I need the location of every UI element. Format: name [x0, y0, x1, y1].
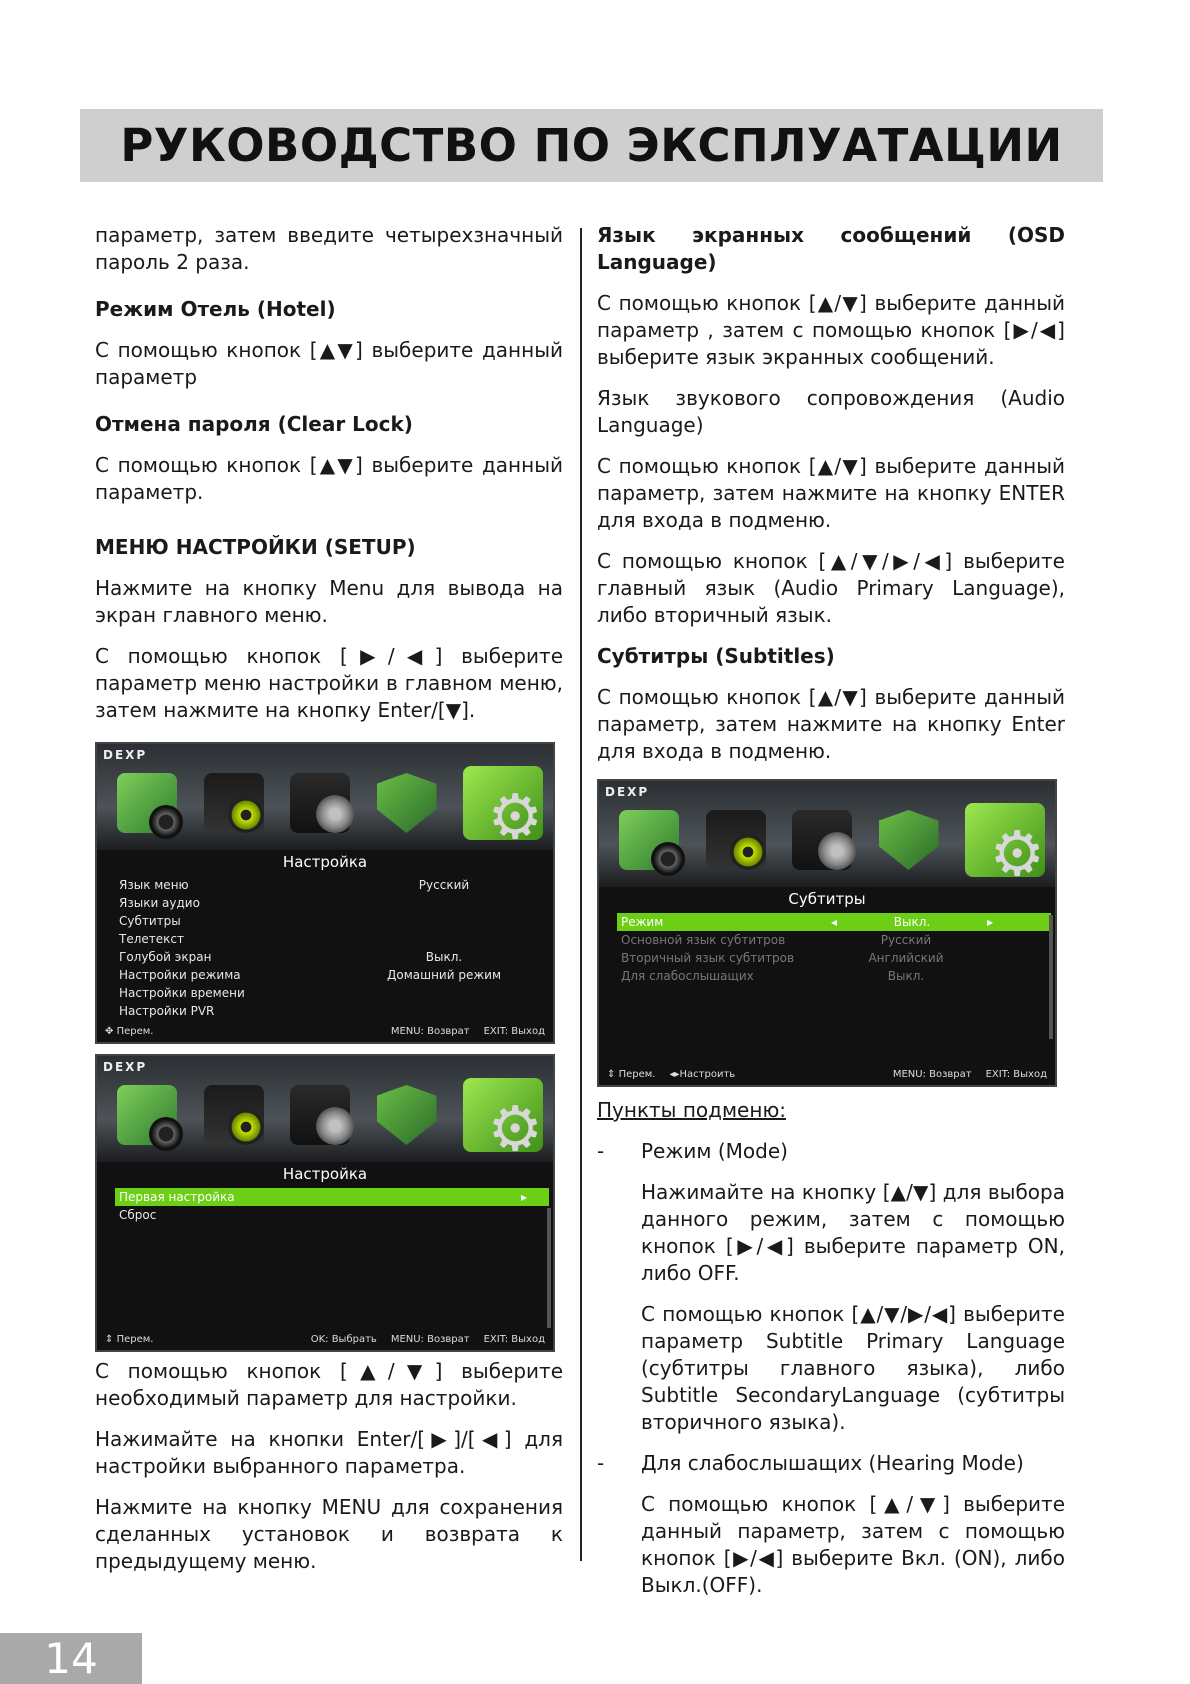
list-item: [597, 1138, 1065, 1165]
music-icon: [204, 773, 264, 833]
paragraph: С помощью кнопок [▲/▼] выберите данный параметр , затем с помощью кнопок [▶/◀] выберите язык экранных сообщений.: [597, 291, 1065, 369]
tv-screen-setup-menu: [95, 742, 555, 1044]
menu-row[interactable]: [97, 966, 553, 984]
menu-row-label: Сброс: [119, 1208, 157, 1222]
menu-row[interactable]: [599, 967, 1055, 985]
menu-row-value: Русский: [880, 933, 932, 947]
menu-row[interactable]: [97, 984, 553, 1002]
section-heading-osd: Язык экранных сообщений (OSD Language): [597, 223, 1065, 274]
movie-icon: [290, 1085, 350, 1145]
paragraph: Нажимайте на кнопки Enter/[▶]/[◀] для настройки выбранного параметра.: [95, 1427, 563, 1478]
menu-title: Настройка: [97, 1162, 553, 1186]
brand-logo: DEXP: [103, 748, 148, 762]
paragraph: С помощью кнопок [▲/▼] выберите данный параметр, затем нажмите на кнопку ENTER для входа в подменю.: [597, 454, 1065, 532]
menu-row-label: Первая настройка: [119, 1190, 235, 1204]
menu-footer: [97, 1328, 553, 1350]
menu-list: [97, 874, 553, 1020]
menu-row-label: Для слабослышащих: [621, 969, 754, 983]
paragraph: параметр, затем введите четырехзначный пароль 2 раза.: [95, 223, 563, 274]
menu-row-value: Домашний режим: [386, 968, 502, 982]
menu-row-label: Вторичный язык субтитров: [621, 951, 795, 965]
menu-row-label: Настройки режима: [119, 968, 241, 982]
menu-row-label: Основной язык субтитров: [621, 933, 786, 947]
menu-row-label: Языки аудио: [119, 896, 200, 910]
menu-row[interactable]: [599, 949, 1055, 967]
photo-icon: [619, 810, 679, 870]
list-item-label: Режим (Mode): [641, 1139, 788, 1163]
photo-icon: [117, 773, 177, 833]
menu-row-label: Язык меню: [119, 878, 189, 892]
exit-hint: EXIT: Выход: [985, 1068, 1047, 1080]
section-heading-clear-lock: Отмена пароля (Clear Lock): [95, 412, 413, 436]
move-hint: ⇕ Перем.: [607, 1068, 656, 1080]
menu-row[interactable]: [97, 948, 553, 966]
menu-title: Субтитры: [599, 887, 1055, 911]
menu-footer: [97, 1020, 553, 1042]
move-hint: ⇕ Перем.: [105, 1333, 154, 1345]
music-icon: [204, 1085, 264, 1145]
menu-icon-bar: [97, 1056, 553, 1162]
gear-icon: [463, 1078, 543, 1152]
paragraph: С помощью кнопок [▶/◀] выберите параметр меню настройки в главном меню, затем нажмите на кнопку Enter/[▼].: [95, 644, 563, 722]
list-dash: -: [597, 1139, 605, 1163]
paragraph: Язык звукового сопровождения (Audio Language): [597, 386, 1065, 437]
menu-row-value: Русский: [418, 878, 470, 892]
gear-icon: [965, 803, 1045, 877]
menu-row-label: Субтитры: [119, 914, 181, 928]
section-heading-hotel: Режим Отель (Hotel): [95, 297, 336, 321]
menu-row-value: [319, 1206, 553, 1224]
right-column: [597, 222, 1065, 1613]
tv-screen-setup-submenu: [95, 1054, 555, 1352]
menu-row-value: [369, 1002, 519, 1020]
paragraph: С помощью кнопок [▲/▼/▶/◀] выберите параметр Subtitle Primary Language (субтитры главного языка), либо Subtitle SecondaryLanguage (субтитры вторичного языка).: [641, 1302, 1065, 1434]
submenu-heading: Пункты подменю:: [597, 1098, 787, 1122]
photo-icon: [117, 1085, 177, 1145]
menu-row-value: Английский: [868, 951, 944, 965]
menu-row-value: [369, 930, 519, 948]
menu-row-value: Выкл.: [887, 969, 925, 983]
menu-row-label: Режим: [621, 915, 664, 929]
menu-row[interactable]: [115, 1188, 549, 1206]
paragraph: Нажмите на кнопку Menu для вывода на экран главного меню.: [95, 576, 563, 627]
menu-row[interactable]: [97, 1206, 553, 1224]
lock-icon: [377, 1085, 437, 1145]
music-icon: [706, 810, 766, 870]
adjust-hint: ◂▸Настроить: [669, 1068, 736, 1080]
scrollbar[interactable]: [547, 1208, 551, 1328]
movie-icon: [792, 810, 852, 870]
menu-row-value: [369, 984, 519, 1002]
menu-row[interactable]: [599, 931, 1055, 949]
menu-row-label: Настройки PVR: [119, 1004, 215, 1018]
paragraph: С помощью кнопок [▲▼] выберите данный параметр: [95, 338, 563, 389]
menu-row-value: Выкл.: [893, 915, 931, 929]
page-number: 14: [0, 1633, 142, 1684]
column-divider: [580, 228, 582, 1561]
brand-logo: DEXP: [103, 1060, 148, 1074]
exit-hint: EXIT: Выход: [483, 1333, 545, 1345]
menu-row-label: Телетекст: [119, 932, 184, 946]
section-heading-setup: МЕНЮ НАСТРОЙКИ (SETUP): [95, 535, 416, 559]
left-column: [95, 222, 563, 1589]
brand-logo: DEXP: [605, 785, 650, 799]
menu-row[interactable]: [97, 930, 553, 948]
menu-row-value: [369, 894, 519, 912]
menu-row[interactable]: [97, 876, 553, 894]
menu-title: Настройка: [97, 850, 553, 874]
menu-row-value: [369, 912, 519, 930]
section-heading-subtitles: Субтитры (Subtitles): [597, 644, 835, 668]
menu-icon-bar: [599, 781, 1055, 887]
menu-row-label: Настройки времени: [119, 986, 245, 1000]
list-item-label: Для слабослышащих (Hearing Mode): [641, 1451, 1024, 1475]
list-dash: -: [597, 1451, 605, 1475]
menu-icon-bar: [97, 744, 553, 850]
menu-row-value: Выкл.: [425, 950, 463, 964]
scrollbar[interactable]: [1049, 915, 1053, 1039]
exit-hint: EXIT: Выход: [483, 1025, 545, 1037]
paragraph: С помощью кнопок [▲/▼/▶/◀] выберите главный язык (Audio Primary Language), либо вторичный язык.: [597, 549, 1065, 627]
menu-hint: MENU: Возврат: [390, 1333, 470, 1345]
right-arrow-icon[interactable]: ▸: [987, 915, 994, 929]
menu-row[interactable]: [97, 894, 553, 912]
lock-icon: [879, 810, 939, 870]
paragraph: С помощью кнопок [▲/▼] выберите необходимый параметр для настройки.: [95, 1359, 563, 1410]
list-item: [597, 1450, 1065, 1477]
tv-screen-subtitles-menu: [597, 779, 1057, 1087]
menu-hint: MENU: Возврат: [390, 1025, 470, 1037]
paragraph: С помощью кнопок [▲/▼] выберите данный параметр, затем нажмите на кнопку Enter для входа в подменю.: [597, 685, 1065, 763]
ok-hint: OK: Выбрать: [310, 1333, 377, 1345]
move-hint: ✥ Перем.: [105, 1025, 154, 1037]
menu-footer: [599, 1063, 1055, 1085]
gear-icon: [463, 766, 543, 840]
lock-icon: [377, 773, 437, 833]
paragraph: С помощью кнопок [▲▼] выберите данный параметр.: [95, 453, 563, 504]
menu-list: [97, 1186, 553, 1224]
menu-row[interactable]: [97, 1002, 553, 1020]
movie-icon: [290, 773, 350, 833]
menu-row-label: Голубой экран: [119, 950, 212, 964]
paragraph: Нажмите на кнопку MENU для сохранения сделанных установок и возврата к предыдущему меню.: [95, 1495, 563, 1573]
menu-hint: MENU: Возврат: [892, 1068, 972, 1080]
page-title: РУКОВОДСТВО ПО ЭКСПЛУАТАЦИИ: [120, 119, 1063, 172]
menu-row-value: ▸: [520, 1190, 527, 1204]
menu-row[interactable]: [617, 913, 1051, 931]
left-arrow-icon[interactable]: ◂: [831, 915, 838, 929]
page-header: [80, 109, 1103, 182]
menu-row[interactable]: [97, 912, 553, 930]
menu-list: [599, 911, 1055, 985]
paragraph: Нажимайте на кнопку [▲/▼] для выбора данного режим, затем с помощью кнопок [▶/◀] выберите параметр ON, либо OFF.: [641, 1180, 1065, 1285]
paragraph: С помощью кнопок [▲/▼] выберите данный параметр, затем с помощью кнопок [▶/◀] выберите Вкл. (ON), либо Выкл.(OFF).: [641, 1492, 1065, 1597]
